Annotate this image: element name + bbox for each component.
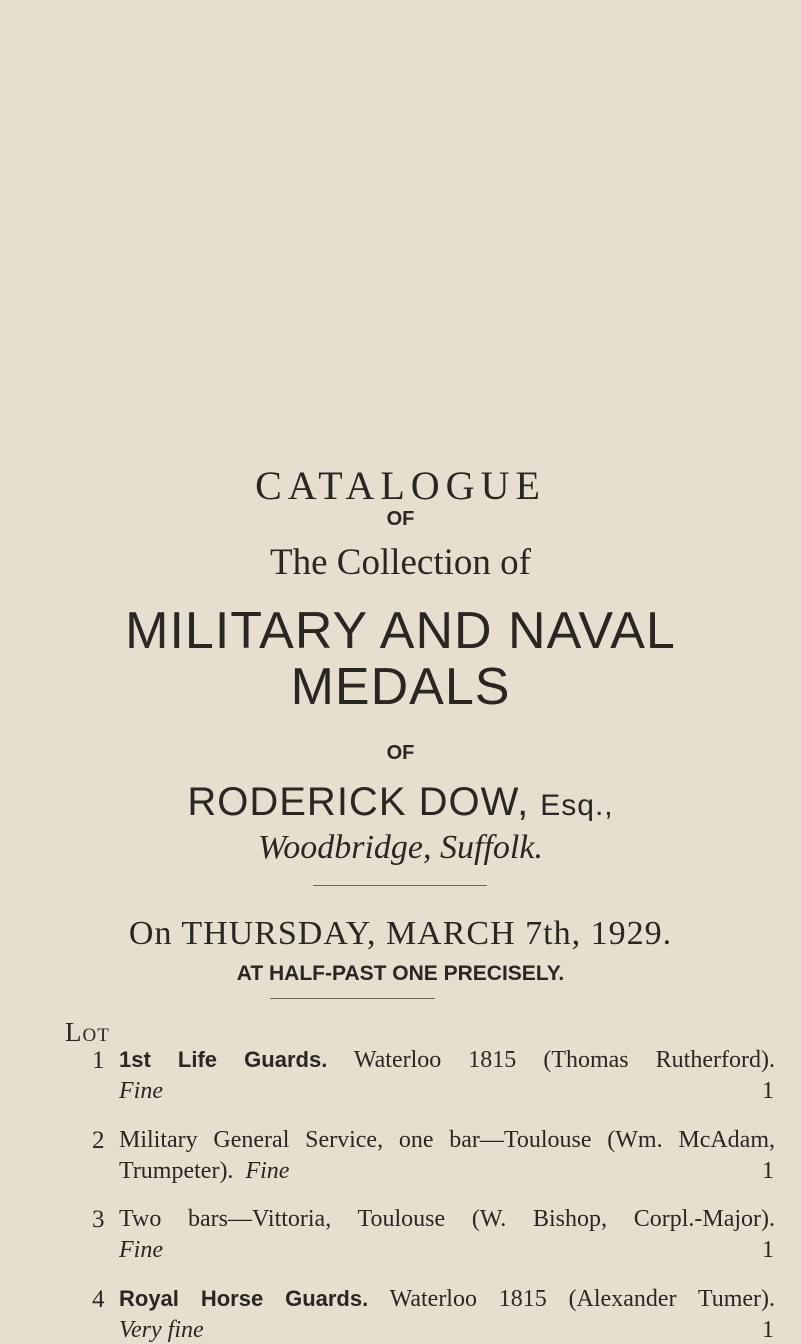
lot-number: 3 [92,1206,105,1233]
sale-time: AT HALF-PAST ONE PRECISELY. [236,962,565,985]
lot-number: 1 [92,1047,105,1074]
sale-date: On THURSDAY, MARCH 7th, 1929. [128,915,673,952]
owner-line [0,778,801,825]
lot-lead: Royal Horse Guards. [119,1286,369,1311]
lot-quantity: 1 [762,1158,774,1184]
of-label-2: OF [386,742,415,764]
subject-line-1: MILITARY AND NAVAL [125,602,676,660]
lot-text: Military General Service, one bar—Toulouse (Wm. McAdam, [119,1127,775,1153]
lot-condition: Fine [119,1237,163,1263]
lot-description [119,1127,775,1154]
lot-quantity: 1 [762,1078,774,1104]
owner-name: RODERICK DOW, [187,780,530,824]
lot-text: Waterloo 1815 (Thomas Rutherford). [353,1047,775,1073]
lot-description-continued [119,1158,289,1185]
owner-suffix: Esq., [540,789,614,822]
lot-quantity: 1 [762,1317,774,1343]
divider-rule [270,998,435,999]
lot-condition: Very fine [119,1317,204,1343]
lot-column-header: Lot [65,1017,110,1047]
lot-description [119,1047,775,1074]
catalogue-title: CATALOGUE [255,463,546,508]
lot-number: 2 [92,1127,105,1154]
lot-quantity: 1 [762,1237,774,1263]
lot-condition: Trumpeter). [119,1158,234,1184]
lot-condition: Fine [119,1078,163,1104]
lot-text: Two bars—Vittoria, Toulouse (W. Bishop, Corpl.-Major). [119,1206,775,1232]
divider-rule [313,885,487,886]
owner-location: Woodbridge, Suffolk. [258,829,543,866]
lot-lead: 1st Life Guards. [119,1047,328,1072]
of-label-1: OF [386,508,415,530]
lot-condition-note: Fine [245,1158,290,1184]
lot-description [119,1206,775,1233]
lot-description [119,1286,775,1313]
collection-line: The Collection of [270,542,531,583]
lot-number: 4 [92,1286,105,1313]
lot-text: Waterloo 1815 (Alexander Tumer). [389,1286,775,1312]
subject-line-2: MEDALS [290,658,511,716]
